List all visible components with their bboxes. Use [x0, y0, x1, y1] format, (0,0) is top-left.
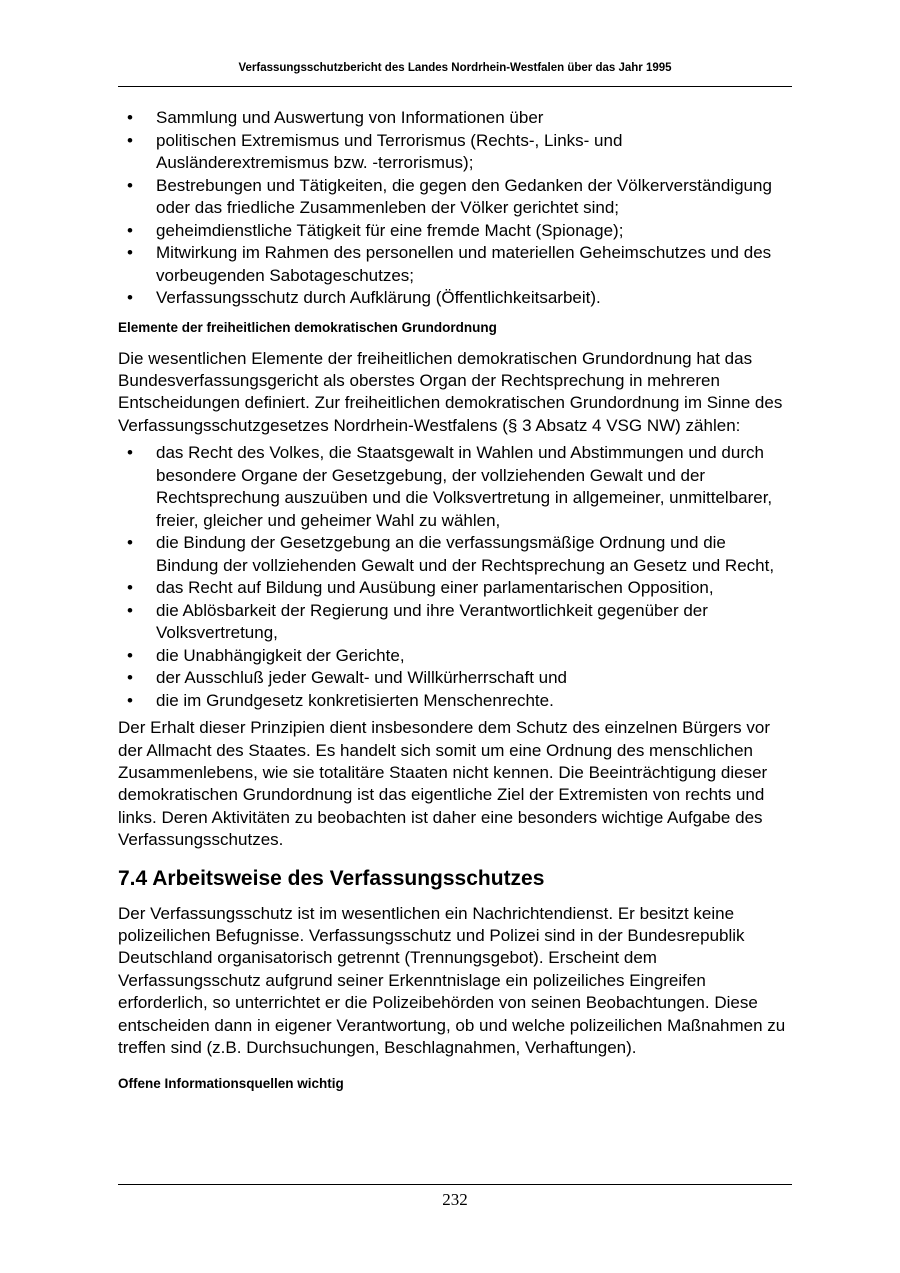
- bullet-icon: •: [127, 668, 133, 688]
- list-item: [118, 645, 792, 668]
- bullet-icon: •: [127, 690, 133, 710]
- paragraph-principles: Der Erhalt dieser Prinzipien dient insbesondere dem Schutz des einzelnen Bürgers vor der Allmacht des Staates. Es handelt sich somit um eine Ordnung des menschlichen Zusammenlebens, wie sie totalitäre Staaten nicht kennen. Die Beeinträchtigung dieser demokratischen Grundordnung ist das eigentliche Ziel der Extremisten von rechts und links. Deren Aktivitäten zu beobachten ist daher eine besonders wichtige Aufgabe des Verfassungsschutzes.: [118, 718, 771, 850]
- bullet-icon: •: [127, 600, 133, 620]
- list-item: [118, 600, 792, 645]
- list-item-text: Bestrebungen und Tätigkeiten, die gegen den Gedanken der Völkerverständigung oder das friedliche Zusammenleben der Völker gerichtet sind;: [156, 175, 772, 217]
- bullet-icon: •: [127, 645, 133, 665]
- list-item-text: Sammlung und Auswertung von Informationen über: [156, 108, 544, 127]
- bullet-icon: •: [127, 243, 133, 262]
- list-item: [118, 667, 792, 690]
- list-item: [118, 690, 792, 713]
- subheading-informationsquellen: Offene Informationsquellen wichtig: [118, 1076, 344, 1092]
- footer-rule: [118, 1184, 792, 1185]
- list-item: [118, 287, 792, 310]
- list-item-text: die Unabhängigkeit der Gerichte,: [156, 645, 405, 665]
- paragraph-intro: Die wesentlichen Elemente der freiheitlichen demokratischen Grundordnung hat das Bundesverfassungsgericht als oberstes Organ der Rechtsprechung in mehreren Entscheidungen definiert. Zur freiheitlichen demokratischen Grundordnung im Sinne des Verfassungsschutzgesetzes Nordrhein-Westfalens (§ 3 Absatz 4 VSG NW) zählen:: [118, 348, 783, 435]
- list-item: [118, 220, 792, 243]
- page-number: 232: [442, 1190, 468, 1209]
- section-heading: 7.4 Arbeitsweise des Verfassungsschutzes: [118, 866, 545, 890]
- subheading-grundordnung: Elemente der freiheitlichen demokratischen Grundordnung: [118, 319, 497, 335]
- running-header: Verfassungsschutzbericht des Landes Nordrhein-Westfalen über das Jahr 1995: [238, 62, 672, 74]
- list-item-text: politischen Extremismus und Terrorismus (Rechts-, Links- und Ausländerextremismus bzw. -terrorismus);: [156, 130, 623, 172]
- list-item-text: die im Grundgesetz konkretisierten Menschenrechte.: [156, 690, 554, 710]
- list-item: [118, 130, 792, 175]
- list-item-text: das Recht des Volkes, die Staatsgewalt in Wahlen und Abstimmungen und durch besondere Organe der Gesetzgebung, der vollziehenden Gewalt und der Rechtsprechung auszuüben und die Volksvertretung in allgemeiner, unmittelbarer, freier, gleicher und geheimer Wahl zu wählen,: [156, 443, 773, 530]
- paragraph-arbeitsweise: Der Verfassungsschutz ist im wesentlichen ein Nachrichtendienst. Er besitzt keine polizeilichen Befugnisse. Verfassungsschutz und Polizei sind in der Bundesrepublik Deutschland organisatorisch getrennt (Trennungsgebot). Erscheint dem Verfassungsschutz aufgrund seiner Erkenntnislage ein polizeiliches Eingreifen erforderlich, so unterrichtet er die Polizeibehörden von seinen Beobachtungen. Diese entscheiden dann in eigener Verantwortung, ob und welche polizeilichen Maßnahmen zu treffen sind (z.B. Durchsuchungen, Beschlagnahmen, Verhaftungen).: [118, 903, 786, 1057]
- bullet-icon: •: [127, 533, 133, 553]
- list-item-text: geheimdienstliche Tätigkeit für eine fremde Macht (Spionage);: [156, 220, 624, 240]
- bullet-icon: •: [127, 175, 133, 195]
- list-item: [118, 242, 792, 287]
- list-item-text: der Ausschluß jeder Gewalt- und Willkürherrschaft und: [156, 668, 568, 688]
- list-item: [118, 442, 792, 532]
- list-item: [118, 577, 792, 600]
- bullet-icon: •: [127, 108, 133, 127]
- list-item: [118, 107, 792, 130]
- list-item-text: Verfassungsschutz durch Aufklärung (Öffentlichkeitsarbeit).: [156, 288, 601, 307]
- list-item: [118, 532, 792, 577]
- bullet-icon: •: [127, 578, 133, 598]
- list-item-text: Mitwirkung im Rahmen des personellen und materiellen Geheimschutzes und des vorbeugenden Sabotageschutzes;: [156, 243, 772, 285]
- header-rule: [118, 86, 792, 87]
- bullet-icon: •: [127, 288, 133, 307]
- task-list: [118, 107, 792, 310]
- bullet-icon: •: [127, 130, 133, 150]
- list-item-text: die Ablösbarkeit der Regierung und ihre Verantwortlichkeit gegenüber der Volksvertretung,: [156, 600, 708, 643]
- principles-list: [118, 442, 792, 712]
- list-item-text: das Recht auf Bildung und Ausübung einer parlamentarischen Opposition,: [156, 578, 714, 598]
- bullet-icon: •: [127, 220, 133, 240]
- list-item: [118, 175, 792, 220]
- list-item-text: die Bindung der Gesetzgebung an die verfassungsmäßige Ordnung und die Bindung der vollziehenden Gewalt und der Rechtsprechung an Gesetz und Recht,: [156, 533, 775, 575]
- bullet-icon: •: [127, 443, 133, 463]
- page-content: [118, 107, 792, 1093]
